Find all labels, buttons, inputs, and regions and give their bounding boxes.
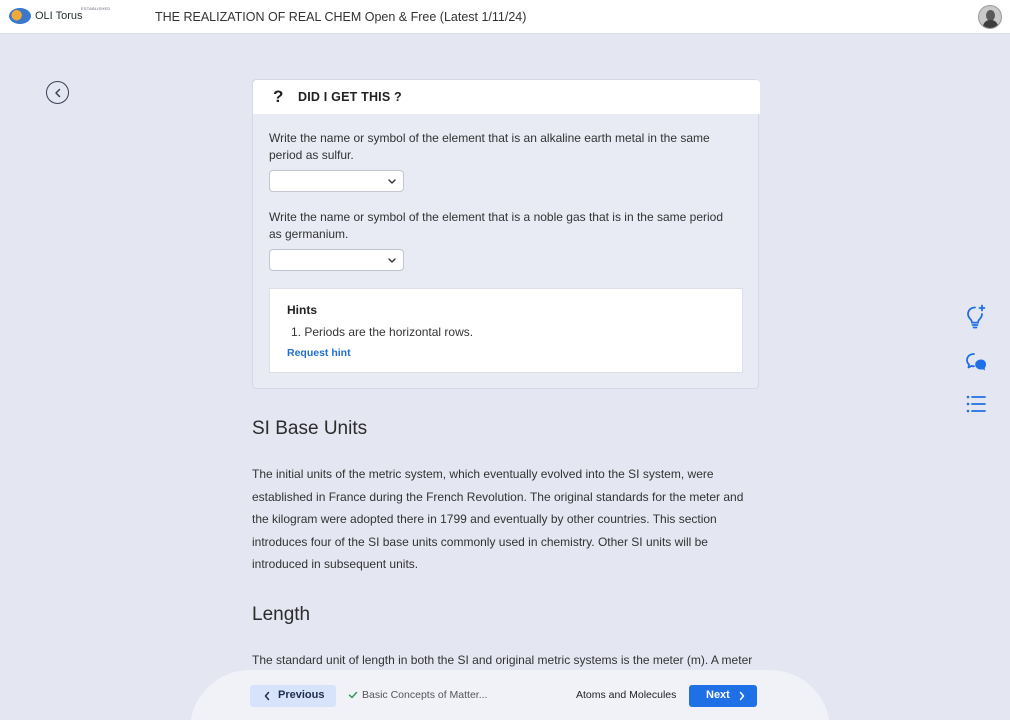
next-button-label: Next — [706, 689, 730, 701]
check-icon — [348, 690, 358, 700]
section-heading-length: Length — [252, 604, 311, 625]
hint-item: 1. Periods are the horizontal rows. — [291, 325, 474, 339]
chevron-left-icon — [53, 88, 63, 98]
previous-button-label: Previous — [278, 689, 325, 701]
user-avatar[interactable] — [978, 5, 1002, 29]
lightbulb-icon — [964, 304, 988, 330]
chevron-left-icon — [262, 690, 272, 702]
section-paragraph: The initial units of the metric system, which eventually evolved into the SI system, were established in France during the French Revolution. The original standards for the meter and the kilogram were adopted there in 1799 and eventually by other countries. This section introduces four of the SI base units commonly used in chemistry. Other SI units will be introduced in subsequent units. — [252, 467, 744, 571]
hints-title: Hints — [287, 303, 317, 317]
answer-dropdown-1[interactable] — [269, 170, 404, 192]
chevron-down-icon — [387, 175, 397, 187]
back-button[interactable] — [46, 81, 69, 104]
section-heading-si-base-units: SI Base Units — [252, 418, 368, 439]
request-hint-link[interactable]: Request hint — [287, 347, 351, 359]
hint-tool-button[interactable] — [963, 304, 989, 330]
chevron-down-icon — [387, 254, 397, 266]
logo-badge: ESTABLISHED — [81, 6, 111, 11]
question-prompt-1: Write the name or symbol of the element that is an alkaline earth metal in the same period as sulfur. — [269, 131, 710, 162]
next-button[interactable] — [689, 685, 757, 707]
logo-icon — [9, 8, 31, 24]
previous-button[interactable] — [250, 685, 336, 707]
question-prompt-2: Write the name or symbol of the element that is a noble gas that is in the same period as germanium. — [269, 210, 724, 241]
hints-panel — [269, 288, 743, 373]
answer-dropdown-2[interactable] — [269, 249, 404, 271]
section-paragraph: The standard unit of length in both the SI and original metric systems is the meter (m). A meter — [252, 653, 753, 667]
question-card — [252, 79, 759, 389]
course-title: THE REALIZATION OF REAL CHEM Open & Free (Latest 1/11/24) — [155, 10, 527, 24]
chat-icon — [964, 351, 988, 375]
list-icon — [965, 394, 987, 414]
outline-tool-button[interactable] — [963, 391, 989, 417]
question-title: DID I GET THIS ? — [298, 90, 402, 104]
top-bar — [0, 0, 1010, 34]
previous-topic-label: Basic Concepts of Matter... — [362, 689, 488, 701]
next-topic-link[interactable]: Atoms and Molecules — [576, 689, 677, 701]
logo[interactable] — [9, 6, 111, 24]
logo-text: OLI Torus — [35, 10, 83, 22]
question-mark-icon: ? — [273, 87, 284, 106]
chevron-right-icon — [737, 690, 747, 702]
previous-topic-link[interactable] — [348, 689, 487, 701]
discussion-tool-button[interactable] — [963, 350, 989, 376]
question-header — [253, 80, 760, 114]
